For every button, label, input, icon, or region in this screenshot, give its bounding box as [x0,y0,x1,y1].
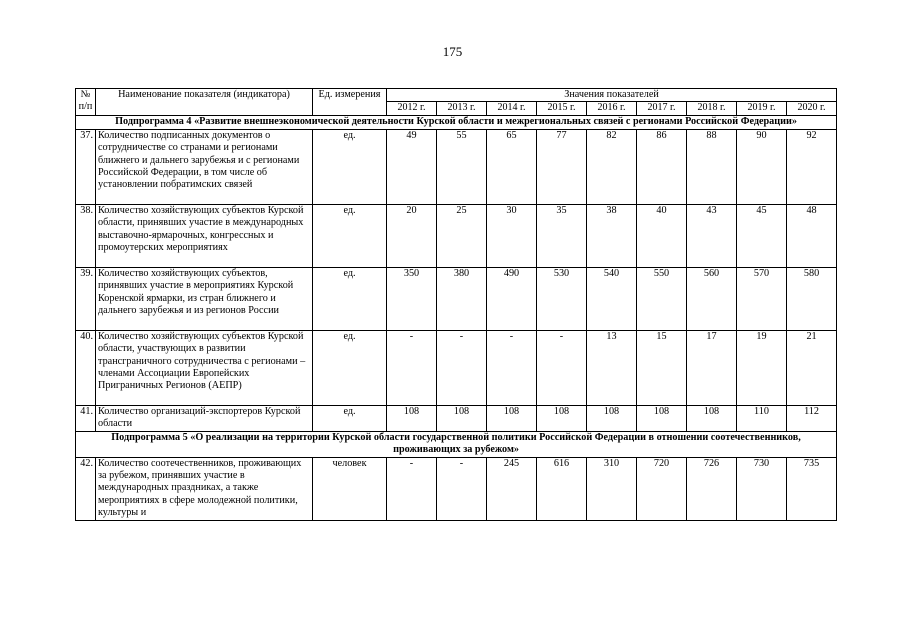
row-value: 86 [637,129,687,204]
row-value: 245 [487,457,537,520]
header-values: Значения показателей [387,89,837,102]
row-value: 77 [537,129,587,204]
row-value: - [387,457,437,520]
indicators-table [75,88,837,521]
row-value: - [487,330,537,405]
row-num: 40. [76,330,96,405]
row-value: 90 [737,129,787,204]
row-value: 35 [537,204,587,267]
row-value: 350 [387,267,437,330]
row-num: 42. [76,457,96,520]
header-name: Наименование показателя (индикатора) [96,89,313,116]
row-value: 55 [437,129,487,204]
table-row [76,129,837,204]
header-year: 2016 г. [587,102,637,116]
row-value: 48 [787,204,837,267]
table-row [76,330,837,405]
row-name: Количество подписанных документов о сотрудничестве со странами и регионами ближнего и дальнего зарубежья и с регионами Российской Федерации, в том числе об установлении побратимских связей [96,129,313,204]
row-name: Количество хозяйствующих субъектов, принявших участие в мероприятиях Курской Коренской ярмарки, из стран ближнего и дальнего зарубежья и из регионов России [96,267,313,330]
row-value: - [387,330,437,405]
header-year: 2018 г. [687,102,737,116]
row-value: 108 [437,405,487,431]
row-value: 49 [387,129,437,204]
row-name: Количество соотечественников, проживающих за рубежом, принявших участие в международных праздниках, а также мероприятиях в сфере молодежной политики, культуры и [96,457,313,520]
row-value: 735 [787,457,837,520]
row-unit: ед. [313,204,387,267]
row-unit: ед. [313,267,387,330]
row-name: Количество организаций-экспортеров Курской области [96,405,313,431]
row-value: 30 [487,204,537,267]
row-value: 21 [787,330,837,405]
row-value: 110 [737,405,787,431]
row-unit: ед. [313,330,387,405]
row-value: 108 [687,405,737,431]
subprogram-row [76,116,837,129]
table-row [76,405,837,431]
row-value: 108 [537,405,587,431]
row-value: 43 [687,204,737,267]
page-number: 175 [442,44,463,59]
header-year: 2020 г. [787,102,837,116]
row-value: 65 [487,129,537,204]
row-value: 92 [787,129,837,204]
table-row [76,457,837,520]
row-value: 19 [737,330,787,405]
header-year: 2019 г. [737,102,787,116]
row-value: 108 [387,405,437,431]
row-value: 108 [487,405,537,431]
row-value: - [537,330,587,405]
row-unit: человек [313,457,387,520]
row-value: 530 [537,267,587,330]
row-value: 40 [637,204,687,267]
row-value: 726 [687,457,737,520]
row-value: 310 [587,457,637,520]
row-value: 616 [537,457,587,520]
row-value: - [437,330,487,405]
subprogram-5-title: Подпрограмма 5 «О реализации на территории Курской области государственной политики Российской Федерации в отношении соотечественников, проживающих за рубежом» [76,431,837,457]
header-year: 2015 г. [537,102,587,116]
row-name: Количество хозяйствующих субъектов Курской области, участвующих в развитии трансграничного сотрудничества с регионами – членами Ассоциации Европейских Приграничных Регионов (АЕПР) [96,330,313,405]
row-value: 720 [637,457,687,520]
row-value: 108 [637,405,687,431]
row-value: 540 [587,267,637,330]
row-value: 38 [587,204,637,267]
row-num: 41. [76,405,96,431]
row-value: 570 [737,267,787,330]
row-value: 380 [437,267,487,330]
row-value: 88 [687,129,737,204]
row-value: 25 [437,204,487,267]
row-value: 13 [587,330,637,405]
row-value: 730 [737,457,787,520]
row-name: Количество хозяйствующих субъектов Курской области, принявших участие в международных выставочно-ярмарочных, конгрессных и промоутерских мероприятиях [96,204,313,267]
header-year: 2012 г. [387,102,437,116]
header-unit: Ед. измерения [313,89,387,116]
row-num: 39. [76,267,96,330]
row-num: 37. [76,129,96,204]
row-value: - [437,457,487,520]
row-num: 38. [76,204,96,267]
row-unit: ед. [313,129,387,204]
row-value: 17 [687,330,737,405]
row-value: 82 [587,129,637,204]
row-value: 112 [787,405,837,431]
header-num: № п/п [76,89,96,116]
row-value: 560 [687,267,737,330]
row-value: 15 [637,330,687,405]
row-value: 108 [587,405,637,431]
subprogram-4-title: Подпрограмма 4 «Развитие внешнеэкономической деятельности Курской области и межрегиональных связей с регионами Российской Федерации» [76,116,837,129]
header-year: 2013 г. [437,102,487,116]
row-value: 20 [387,204,437,267]
row-value: 580 [787,267,837,330]
table-row [76,204,837,267]
row-value: 490 [487,267,537,330]
header-year: 2017 г. [637,102,687,116]
header-year: 2014 г. [487,102,537,116]
row-unit: ед. [313,405,387,431]
row-value: 45 [737,204,787,267]
subprogram-row [76,431,837,457]
row-value: 550 [637,267,687,330]
table-row [76,267,837,330]
